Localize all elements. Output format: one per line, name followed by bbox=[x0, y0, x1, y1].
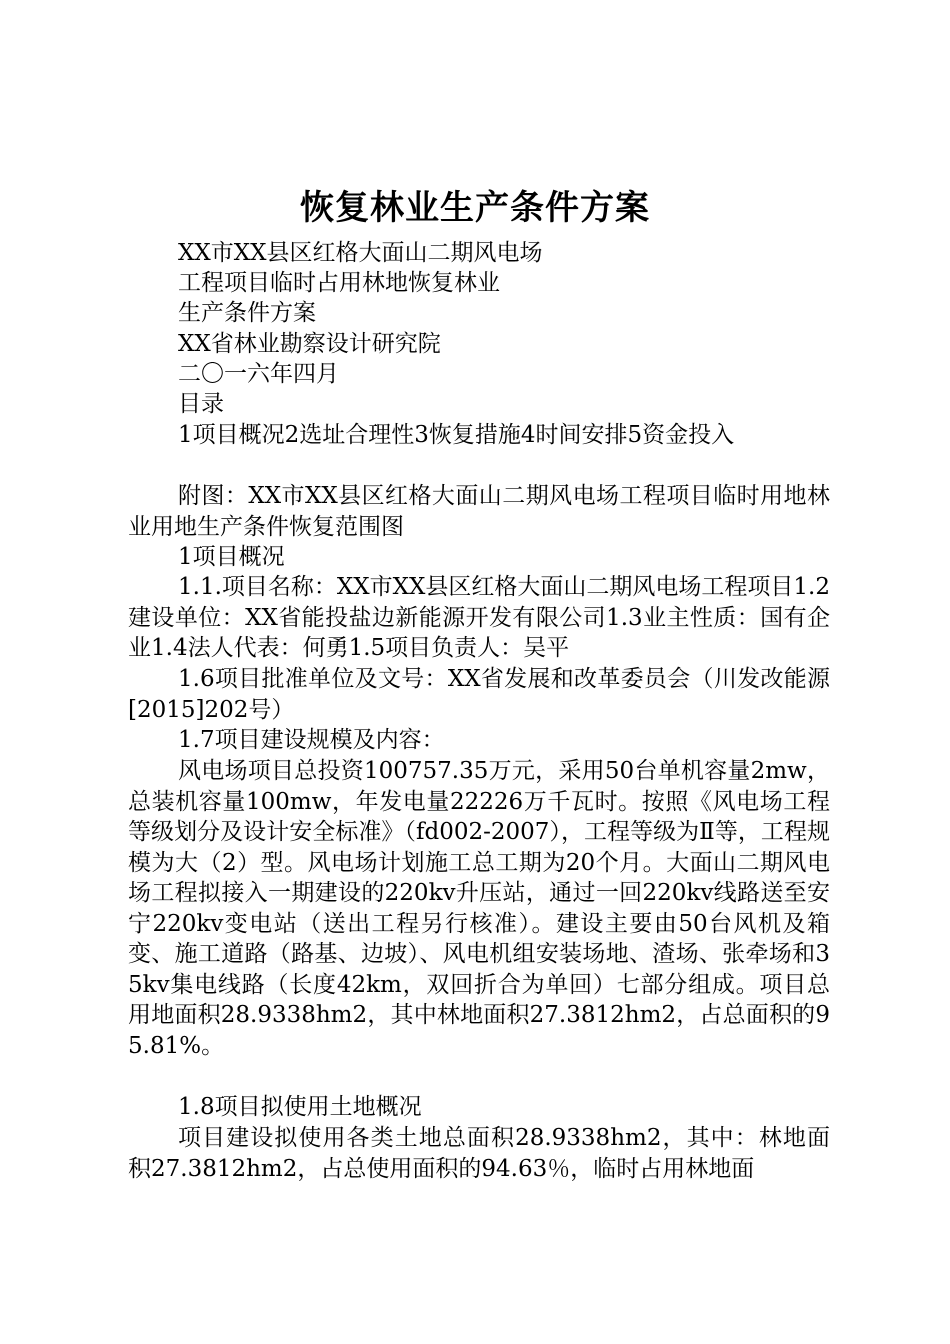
cover-organization: XX省林业勘察设计研究院 bbox=[178, 331, 441, 357]
toc-heading: 目录 bbox=[178, 391, 224, 417]
section-1-7-body: 风电场项目总投资100757.35万元，采用50台单机容量2mw，总装机容量100mw，年发电量22226万千瓦时。按照《风电场工程等级划分及设计安全标准》（fd002-2007），工程等级为Ⅱ等，工程规模为大（2）型。风电场计划施工总工期为20个月。大面山二期风电场工程拟接入一期建设的220kv升压站，通过一回220kv线路送至安宁220kv变电站（送出工程另行核准）。建设主要由50台风机及箱变、施工道路（路基、边坡）、风电机组安装场地、渣场、张牵场和35kv集电线路（长度42km，双回折合为单回）七部分组成。项目总用地面积28.9338hm2，其中林地面积27.3812hm2，占总面积的95.81%。 bbox=[128, 758, 830, 1059]
cover-line-3: 生产条件方案 bbox=[178, 300, 316, 326]
cover-date: 二〇一六年四月 bbox=[178, 361, 339, 387]
section-1-heading: 1项目概况 bbox=[178, 544, 285, 570]
cover-line-2: 工程项目临时占用林地恢复林业 bbox=[178, 270, 500, 296]
attachment-note: 附图：XX市XX县区红格大面山二期风电场工程项目临时用地林业用地生产条件恢复范围图 bbox=[128, 483, 830, 540]
section-1-1-paragraph: 1.1.项目名称：XX市XX县区红格大面山二期风电场工程项目1.2建设单位：XX省能投盐边新能源开发有限公司1.3业主性质：国有企业1.4法人代表：何勇1.5项目负责人：吴平 bbox=[128, 574, 830, 661]
toc-items: 1项目概况2选址合理性3恢复措施4时间安排5资金投入 bbox=[178, 422, 735, 448]
section-1-8-heading: 1.8项目拟使用土地概况 bbox=[178, 1094, 422, 1120]
document-title: 恢复林业生产条件方案 bbox=[300, 188, 650, 228]
cover-line-1: XX市XX县区红格大面山二期风电场 bbox=[178, 240, 543, 266]
section-1-6-paragraph: 1.6项目批准单位及文号：XX省发展和改革委员会（川发改能源[2015]202号） bbox=[128, 666, 830, 723]
section-1-8-body: 项目建设拟使用各类土地总面积28.9338hm2，其中：林地面积27.3812hm2，占总使用面积的94.63％，临时占用林地面 bbox=[128, 1125, 830, 1182]
section-1-7-heading: 1.7项目建设规模及内容： bbox=[178, 727, 445, 753]
